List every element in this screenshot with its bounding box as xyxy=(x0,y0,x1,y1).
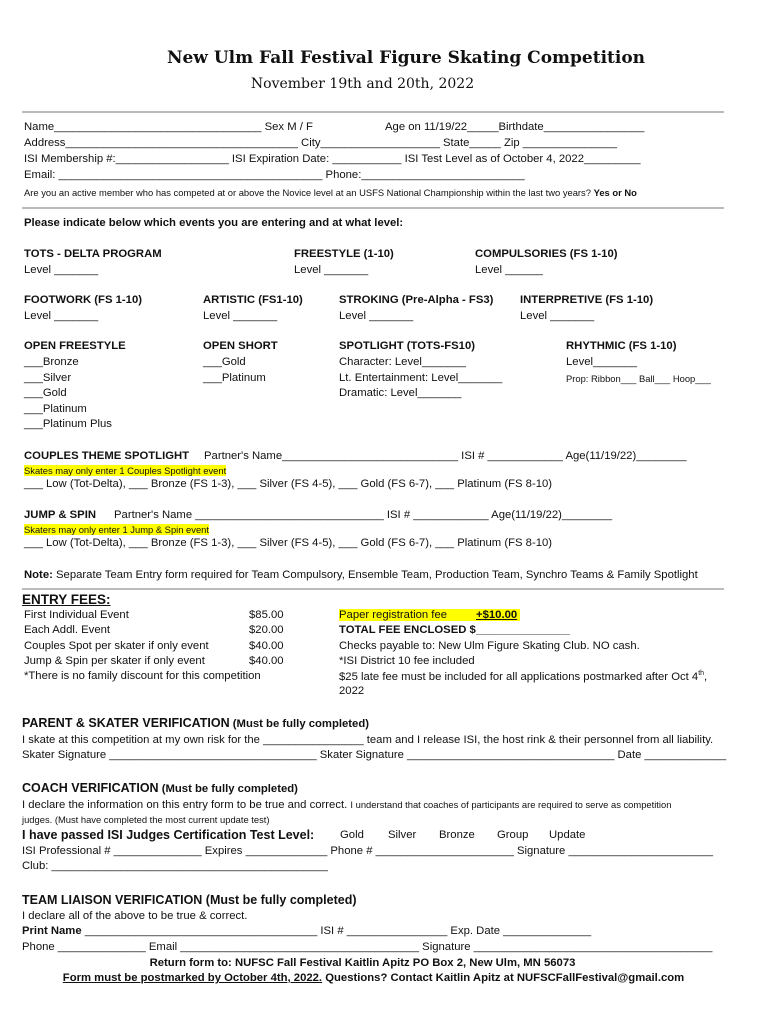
spotlight-title: SPOTLIGHT (TOTS-FS10) xyxy=(339,340,475,352)
late-fee-text: $25 late fee must be included for all applications postmarked after Oct 4 xyxy=(339,670,699,683)
skater-signature-line[interactable]: Skater Signature _________________________________ Skater Signature _________________________________ Date _____________ xyxy=(22,749,727,761)
compulsories-level[interactable]: Level ______ xyxy=(475,264,543,276)
novice-question xyxy=(24,187,637,198)
email-field-line[interactable]: Email: __________________________________________ Phone:__________________________ xyxy=(24,169,525,181)
stroking-level[interactable]: Level _______ xyxy=(339,310,414,322)
parent-release-line[interactable]: I skate at this competition at my own risk for the ________________ team and I release ISI, the host rink & their personnel from all liability. xyxy=(22,734,714,746)
artistic-title: ARTISTIC (FS1-10) xyxy=(203,294,303,306)
fee-amount: $40.00 xyxy=(249,640,284,652)
isi-professional-line[interactable]: ISI Professional # ______________ Expires _____________ Phone # ______________________ Signature _______________________ xyxy=(22,845,713,857)
coach-title-note: (Must be fully completed) xyxy=(161,783,298,795)
judge-level-update[interactable]: Update xyxy=(549,829,586,841)
novice-question-answer[interactable]: Yes or No xyxy=(593,187,637,198)
return-address: Return form to: NUFSC Fall Festival Kaitlin Apitz PO Box 2, New Ulm, MN 56073 xyxy=(149,957,576,969)
liaison-title: TEAM LIAISON VERIFICATION (Must be fully completed) xyxy=(22,893,357,907)
couples-levels[interactable]: ___ Low (Tot-Delta), ___ Bronze (FS 1-3), ___ Silver (FS 4-5), ___ Gold (FS 6-7), ___ Platinum (FS 8-10) xyxy=(24,478,553,490)
freestyle-title: FREESTYLE (1-10) xyxy=(294,248,394,260)
entry-fees-title: ENTRY FEES: xyxy=(22,592,111,607)
judge-level-silver[interactable]: Silver xyxy=(388,829,417,841)
paper-fee-label: Paper registration fee xyxy=(339,609,448,621)
open-freestyle-option[interactable]: ___Platinum Plus xyxy=(24,418,112,430)
open-freestyle-option[interactable]: ___Silver xyxy=(24,372,72,384)
open-freestyle-option[interactable]: ___Platinum xyxy=(24,403,87,415)
parent-verification-heading xyxy=(22,716,369,730)
liaison-phone-line[interactable]: Phone ______________ Email ______________________________________ Signature ______________________________________ xyxy=(22,941,713,953)
couples-title: COUPLES THEME SPOTLIGHT xyxy=(24,450,190,462)
interpretive-level[interactable]: Level _______ xyxy=(520,310,595,322)
coach-declaration-small: I understand that coaches of participants are required to serve as competition xyxy=(350,799,672,810)
open-freestyle-title: OPEN FREESTYLE xyxy=(24,340,126,352)
print-name-fields[interactable]: _____________________________________ ISI # ________________ Exp. Date ______________ xyxy=(84,925,592,937)
late-fee-note xyxy=(339,670,707,683)
divider xyxy=(22,588,724,590)
open-freestyle-option[interactable]: ___Bronze xyxy=(24,356,79,368)
stroking-title: STROKING (Pre-Alpha - FS3) xyxy=(339,294,494,306)
coach-declaration xyxy=(22,799,671,811)
couples-partner-line[interactable]: Partner's Name____________________________ ISI # ____________ Age(11/19/22)________ xyxy=(204,450,687,462)
fee-label: First Individual Event xyxy=(24,609,129,621)
tots-title: TOTS - DELTA PROGRAM xyxy=(24,248,162,260)
team-note-text: Separate Team Entry form required for Team Compulsory, Ensemble Team, Production Team, Synchro Teams & Family Spotlight xyxy=(56,569,698,581)
divider xyxy=(22,111,724,113)
jump-spin-note: Skaters may only enter 1 Jump & Spin event xyxy=(24,524,209,535)
judges-level-label: I have passed ISI Judges Certification Test Level: xyxy=(22,828,315,842)
open-short-option[interactable]: ___Platinum xyxy=(203,372,266,384)
team-entry-note xyxy=(24,569,698,581)
late-fee-year: 2022 xyxy=(339,685,365,697)
fee-label: Each Addl. Event xyxy=(24,624,111,636)
jump-spin-title: JUMP & SPIN xyxy=(24,509,96,521)
rhythmic-title: RHYTHMIC (FS 1-10) xyxy=(566,340,677,352)
fee-amount: $85.00 xyxy=(249,609,284,621)
judge-level-gold[interactable]: Gold xyxy=(340,829,364,841)
print-name-line[interactable] xyxy=(22,925,591,937)
name-field-line[interactable]: Name_________________________________ Sex M / F xyxy=(24,121,313,133)
team-note-label: Note: xyxy=(24,569,53,581)
age-field-line[interactable]: Age on 11/19/22_____Birthdate________________ xyxy=(385,121,645,133)
fee-label: Couples Spot per skater if only event xyxy=(24,640,209,652)
coach-verification-heading xyxy=(22,781,298,795)
events-intro: Please indicate below which events you are entering and at what level: xyxy=(24,217,404,229)
page-title: New Ulm Fall Festival Figure Skating Competition xyxy=(166,48,646,68)
tots-level[interactable]: Level _______ xyxy=(24,264,99,276)
fee-amount: $40.00 xyxy=(249,655,284,667)
footwork-level[interactable]: Level _______ xyxy=(24,310,99,322)
jump-spin-levels[interactable]: ___ Low (Tot-Delta), ___ Bronze (FS 1-3), ___ Silver (FS 4-5), ___ Gold (FS 6-7), ___ Platinum (FS 8-10) xyxy=(24,537,553,549)
parent-title: PARENT & SKATER VERIFICATION xyxy=(22,716,230,730)
liaison-declaration: I declare all of the above to be true & correct. xyxy=(22,910,248,922)
address-field-line[interactable]: Address_____________________________________ City___________________ State_____ Zip _______________ xyxy=(24,137,618,149)
couples-note: Skates may only enter 1 Couples Spotlight event xyxy=(24,465,227,476)
coach-title: COACH VERIFICATION xyxy=(22,781,159,795)
rhythmic-props[interactable]: Prop: Ribbon___ Ball___ Hoop___ xyxy=(566,373,711,384)
paper-fee-amount: +$10.00 xyxy=(476,609,518,621)
judge-level-group[interactable]: Group xyxy=(497,829,529,841)
membership-field-line[interactable]: ISI Membership #:__________________ ISI Expiration Date: ___________ ISI Test Level as of October 4, 2022_________ xyxy=(24,153,641,165)
interpretive-title: INTERPRETIVE (FS 1-10) xyxy=(520,294,654,306)
divider xyxy=(22,207,724,209)
artistic-level[interactable]: Level _______ xyxy=(203,310,278,322)
footwork-title: FOOTWORK (FS 1-10) xyxy=(24,294,142,306)
spotlight-option[interactable]: Character: Level_______ xyxy=(339,356,466,368)
rhythmic-level[interactable]: Level_______ xyxy=(566,356,637,368)
open-freestyle-option[interactable]: ___Gold xyxy=(24,387,67,399)
novice-question-text: Are you an active member who has competed at or above the Novice level at an USFS National Championship within the last two years? xyxy=(24,187,591,198)
questions-contact: Questions? Contact Kaitlin Apitz at NUFSCFallFestival@gmail.com xyxy=(325,972,685,984)
district-fee: *ISI District 10 fee included xyxy=(339,655,475,667)
compulsories-title: COMPULSORIES (FS 1-10) xyxy=(475,248,618,260)
open-short-option[interactable]: ___Gold xyxy=(203,356,246,368)
spotlight-option[interactable]: Lt. Entertainment: Level_______ xyxy=(339,372,503,384)
late-fee-sup: th xyxy=(698,670,705,677)
checks-payable: Checks payable to: New Ulm Figure Skating Club. NO cash. xyxy=(339,640,640,652)
print-name-label: Print Name xyxy=(22,925,82,937)
coach-update-note: judges. (Must have completed the most current update test) xyxy=(22,814,270,825)
competition-date: November 19th and 20th, 2022 xyxy=(250,76,475,92)
fee-label: Jump & Spin per skater if only event xyxy=(24,655,205,667)
coach-declaration-text: I declare the information on this entry form to be true and correct. xyxy=(22,799,348,811)
postmark-line xyxy=(0,972,747,984)
no-family-discount: *There is no family discount for this competition xyxy=(24,670,261,682)
judge-level-bronze[interactable]: Bronze xyxy=(439,829,475,841)
freestyle-level[interactable]: Level _______ xyxy=(294,264,369,276)
total-fee-line[interactable]: TOTAL FEE ENCLOSED $_______________ xyxy=(339,624,571,636)
parent-title-note: (Must be fully completed) xyxy=(232,718,369,730)
open-short-title: OPEN SHORT xyxy=(203,340,278,352)
spotlight-option[interactable]: Dramatic: Level_______ xyxy=(339,387,462,399)
late-fee-comma: , xyxy=(704,670,708,683)
club-line[interactable]: Club: ____________________________________________ xyxy=(22,860,328,872)
postmark-deadline: Form must be postmarked by October 4th, 2022. xyxy=(62,972,323,984)
fee-amount: $20.00 xyxy=(249,624,284,636)
jump-spin-partner-line[interactable]: Partner's Name ______________________________ ISI # ____________ Age(11/19/22)________ xyxy=(114,509,613,521)
